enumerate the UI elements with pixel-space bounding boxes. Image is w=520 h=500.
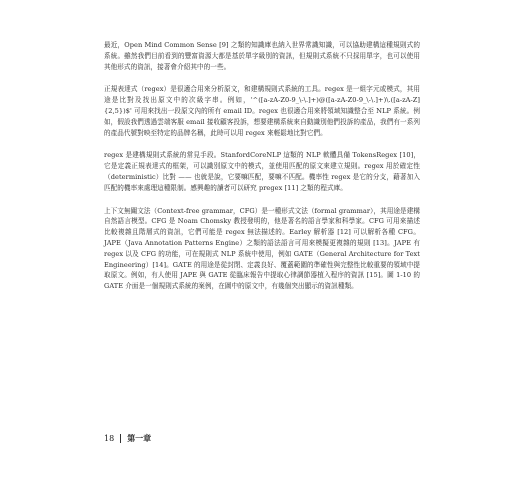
footer-divider bbox=[120, 434, 121, 443]
page-footer bbox=[104, 433, 151, 444]
paragraph-2: 正規表達式（regex）是很適合用來分析原文，和建構規則式系統的工具。regex 是一組字元或模式，其用途是比對及找出原文中的次級字串。例如，'^([a-zA-Z0-9_\-\.]+)@([a-zA-Z0-9_\-\.]+)\.([a-zA-Z]{2,5})$' 可用來找出一段原文內的所有 email ID。regex 也很適合用來將領域知識整合至 NLP 系統。例如，假設我們透過雲端客服 email 接收顧客投訴，想要建構系統來自動識別他們投訴的產品，我們有一系列的產品代號對映至特定的品牌名稱，此時可以用 regex 來輕鬆地比對它們。 bbox=[104, 85, 420, 137]
page-body bbox=[104, 40, 420, 304]
paragraph-1: 最近，Open Mind Common Sense [9] 之類的知識庫也納入世界常識知識，可以協助建構這種規則式的系統。雖然我們目前看到的豐富資源大都是基於單字級別的資訊，但規則式系統不只採用單字，也可以使用其他形式的資訊，接著會介紹其中的一些。 bbox=[104, 41, 420, 71]
paragraph-4: 上下文無關文法（Context-free grammar，CFG）是一種形式文法（formal grammar），其用途是建構自然語言模型。CFG 是 Noam Chomsky 教授發明的，他是著名的語言學家和科學家。CFG 可用來描述比較複雜且階層式的資訊，它們可能是 regex 無法描述的。Earley 解析器 [12] 可以解析各種 CFG。JAPE（Java Annotation Patterns Engine）之類的語法語言可用來模擬更複雜的規則 [13]。JAPE 有 regex 以及 CFG 的功能，可在規則式 NLP 系統中使用，例如 GATE（General Architecture for Text Engineering）[14]。GATE 的用途是從封閉、定義良好、覆蓋範圍的準確性與完整性比較重要的領域中提取原文。例如，有人使用 JAPE 與 GATE 從臨床報告中提取心律調節器植入程序的資訊 [15]。圖 1-10 的 GATE 介面是一個規則式系統的案例，在圖中的原文中，有幾個突出顯示的資訊種類。 bbox=[104, 206, 420, 291]
page-number: 18 bbox=[104, 434, 115, 443]
chapter-label: 第一章 bbox=[127, 433, 152, 443]
paragraph-3: regex 是建構規則式系統的常見手段。StanfordCoreNLP 這類的 NLP 軟體具備 TokensRegex [10]，它是定義正規表達式的框架，可以識別原文中的模式，並使用匹配的原文來建立規則。regex 用於確定性（deterministic）比對 —— 也就是說，它要嘛匹配，要嘛不匹配。機率性 regex 是它的分支，藉著加入匹配的機率來處理這種限制。感興趣的讀者可以研究 pregex [11] 之類的程式庫。 bbox=[104, 151, 420, 192]
